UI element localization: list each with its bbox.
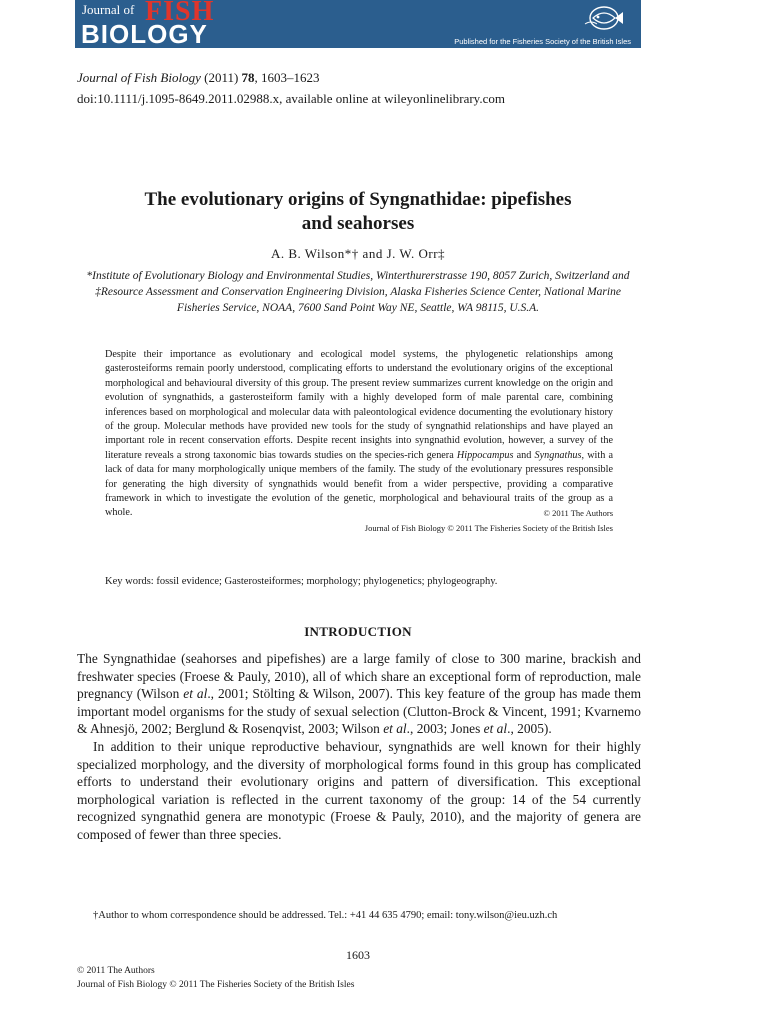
author-affiliations: *Institute of Evolutionary Biology and Environmental Studies, Winterthurerstrasse 190, 8057 Zurich, Switzerland and ‡Resource Assessment and Conservation Engineering Division, Alaska Fisheries Science Center, National Marine Fisheries Service, NOAA, 7600 Sand Point Way NE, Seattle, WA 98115, U.S.A. (86, 270, 630, 314)
abstract-text-part1: Despite their importance as evolutionary and ecological model systems, the phylogenetic relationships among gasterosteiforms remain poorly understood, complicating efforts to understand the evolutionary origins of the exceptional morphological and behavioural diversity of this group. The present review summarizes current knowledge on the origin and evolution of syngnathids, a gasterosteiform family with a highly developed form of male parental care, combining inferences based on morphological and molecular data with paleontological evidence documenting the evolutionary history of the group. Molecular methods have provided new tools for the study of syngnathid relationships and have played an important role in recent conservation efforts. Despite recent insights into syngnathid evolution, however, a survey of the literature reveals a strong taxonomic bias towards studies on the species-rich genera (105, 349, 613, 461)
footnote-text: †Author to whom correspondence should be addressed. Tel.: +41 44 635 4790; email: tony.wilson@ieu.uzh.ch (93, 910, 558, 921)
citation-pages: , 1603–1623 (254, 70, 320, 85)
introduction-body (77, 650, 641, 844)
footer-journal-copyright: Journal of Fish Biology © 2011 The Fisheries Society of the British Isles (77, 980, 355, 990)
journal-logo-biology: BIOLOGY (81, 19, 208, 48)
introduction-paragraph-1: The Syngnathidae (seahorses and pipefishes) are a large family of close to 300 marine, brackish and freshwater species (Froese & Pauly, 2010), all of which share an exceptional form of reproduction, male pregnancy (Wilson et al., 2001; Stölting & Wilson, 2007). This key feature of the group has made them important model organisms for the study of sexual selection (Clutton-Brock & Vincent, 1991; Kvarnemo & Ahnesjö, 2002; Berglund & Rosenqvist, 2003; Wilson et al., 2003; Jones et al., 2005). (77, 651, 641, 737)
title-line-2: and seahorses (301, 213, 415, 234)
journal-name: Journal of Fish Biology (77, 70, 201, 85)
abstract-genus-1: Hippocampus (456, 449, 514, 461)
citation-year: (2011) (204, 70, 239, 85)
page-footer (77, 964, 354, 992)
title-line-1: The evolutionary origins of Syngnathidae: pipefishes (144, 189, 572, 210)
footer-copyright: © 2011 The Authors (77, 966, 155, 976)
citation-line (77, 70, 320, 86)
correspondence-footnote (77, 908, 641, 923)
abstract-copyright: © 2011 The Authors (543, 508, 613, 519)
doi-line[interactable]: doi:10.1111/j.1095-8649.2011.02988.x, available online at wileyonlinelibrary.com (77, 91, 505, 106)
journal-logo-small: Journal of (82, 2, 135, 17)
abstract-genus-2: Syngnathus (534, 449, 582, 461)
society-fish-logo-icon (581, 4, 627, 32)
page-number: 1603 (346, 948, 370, 962)
abstract-journal-copyright: Journal of Fish Biology © 2011 The Fisheries Society of the British Isles (364, 522, 613, 533)
abstract-and: and (513, 449, 535, 461)
section-heading-introduction: INTRODUCTION (304, 624, 412, 639)
keywords: Key words: fossil evidence; Gasterosteiformes; morphology; phylogenetics; phylogeography. (105, 576, 498, 587)
citation-volume: 78 (241, 70, 255, 85)
publisher-line: Published for the Fisheries Society of the British Isles (454, 37, 631, 46)
introduction-paragraph-2: In addition to their unique reproductive behaviour, syngnathids are well known for their highly specialized morphology, and the diversity of morphological forms found in this group has complicated efforts to understand their evolutionary origins and pattern of diversification. This exceptional morphological variation is reflected in the current taxonomy of the group: 14 of the 54 currently recognized syngnathid genera are monotypic (Froese & Pauly, 2010), and the majority of genera are composed of fewer than three species. (77, 738, 641, 842)
article-title (75, 188, 641, 236)
journal-banner (75, 0, 641, 48)
article-authors: A. B. Wilson*† and J. W. Orr‡ (270, 246, 446, 261)
journal-logo-fish: FISH (145, 0, 215, 27)
abstract (105, 348, 613, 535)
abstract-text-part2: , with a lack of data for many morphologically unique members of the family. The study of the evolutionary pressures responsible for generating the high diversity of syngnathids would benefit from a wider perspective, providing a comparative framework in which to investigate the evolution of the genetic, morphological and behavioural traits of the group as a whole. (105, 449, 613, 519)
